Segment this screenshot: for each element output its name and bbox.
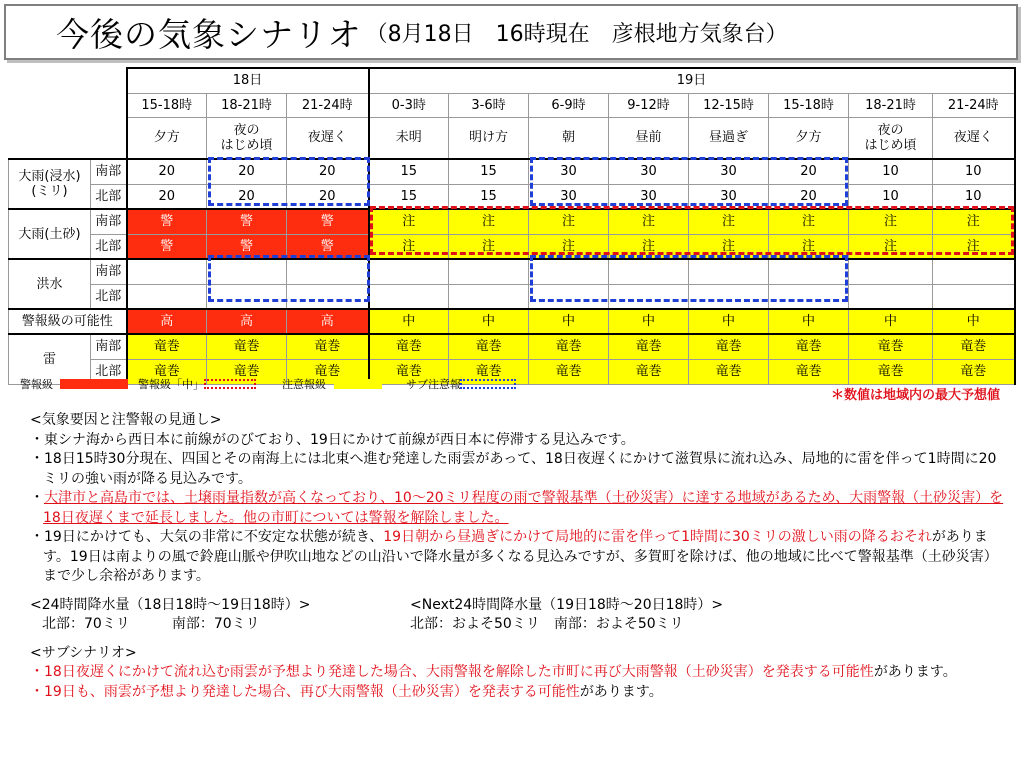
- flood-cell: [207, 284, 287, 309]
- sediment-level: 注: [529, 209, 609, 234]
- sediment-level: 注: [769, 234, 849, 259]
- rain-value: 20: [127, 159, 207, 184]
- thunder-level: 竜巻: [689, 334, 769, 359]
- sediment-level: 注: [369, 234, 449, 259]
- rain-value: 30: [529, 159, 609, 184]
- sediment-level: 警: [127, 234, 207, 259]
- table-corner: [9, 68, 127, 159]
- bullet-item: [30, 683, 1005, 703]
- flood-cell: [449, 284, 529, 309]
- section-heading: <気象要因と注警報の見通し>: [30, 412, 222, 428]
- rain-value: 20: [207, 184, 287, 209]
- period-header: 夜遅く: [287, 117, 369, 159]
- rain-value: 20: [769, 159, 849, 184]
- rain-value: 10: [849, 184, 933, 209]
- possibility-level: 中: [369, 309, 449, 334]
- rain-value: 10: [933, 159, 1015, 184]
- sediment-level: 注: [689, 234, 769, 259]
- thunder-level: 竜巻: [449, 334, 529, 359]
- thunder-level: 竜巻: [287, 359, 369, 384]
- flood-cell: [933, 259, 1015, 284]
- bullet-red-text: 19日朝から昼過ぎにかけて局地的に雷を伴って1時間に30ミリの激しい雨の降るおそれ: [383, 529, 932, 545]
- rain-value: 30: [609, 159, 689, 184]
- time-header: 18-21時: [207, 93, 287, 117]
- thunder-level: 竜巻: [849, 334, 933, 359]
- thunder-level: 竜巻: [287, 334, 369, 359]
- sediment-level: 警: [207, 209, 287, 234]
- sediment-level: 注: [449, 209, 529, 234]
- possibility-level: 中: [933, 309, 1015, 334]
- time-header: 6-9時: [529, 93, 609, 117]
- rain-group-label: 大雨(浸水) (ミリ): [9, 159, 91, 209]
- day-header: 19日: [369, 68, 1015, 93]
- rain-value: 10: [849, 159, 933, 184]
- bullet-item: [30, 663, 1005, 683]
- thunder-level: 竜巻: [529, 359, 609, 384]
- flood-cell: [609, 284, 689, 309]
- time-header: 9-12時: [609, 93, 689, 117]
- rain-value: 30: [609, 184, 689, 209]
- sediment-level: 警: [287, 234, 369, 259]
- rain-north-row: [9, 184, 1015, 209]
- forecast-table: [8, 67, 1016, 385]
- time-header: 0-3時: [369, 93, 449, 117]
- period-header: 夜遅く: [933, 117, 1015, 159]
- rain-value: 15: [449, 159, 529, 184]
- rain-value: 30: [529, 184, 609, 209]
- thunder-level: 竜巻: [127, 334, 207, 359]
- sediment-level: 警: [207, 234, 287, 259]
- region-label: 北部: [91, 184, 127, 209]
- time-header: 21-24時: [933, 93, 1015, 117]
- legend-warning-mid-swatch: [204, 379, 256, 389]
- flood-cell: [849, 284, 933, 309]
- thunder-level: 竜巻: [609, 359, 689, 384]
- flood-cell: [849, 259, 933, 284]
- sediment-level: 注: [933, 234, 1015, 259]
- forecast-table-wrap: [8, 67, 1014, 385]
- day-row: [9, 68, 1015, 93]
- flood-cell: [769, 259, 849, 284]
- thunder-level: 竜巻: [769, 334, 849, 359]
- rain-value: 15: [369, 159, 449, 184]
- flood-cell: [287, 284, 369, 309]
- possibility-level: 中: [689, 309, 769, 334]
- flood-cell: [369, 259, 449, 284]
- possibility-level: 中: [529, 309, 609, 334]
- possibility-level: 中: [849, 309, 933, 334]
- period-row: [9, 117, 1015, 159]
- flood-cell: [287, 259, 369, 284]
- next24-values: 北部：およそ50ミリ 南部：およそ50ミリ: [410, 616, 684, 632]
- sediment-south-row: [9, 209, 1015, 234]
- rain-value: 20: [287, 184, 369, 209]
- possibility-level: 中: [609, 309, 689, 334]
- thunder-group-label: 雷: [9, 334, 91, 384]
- rain24-heading: <24時間降水量（18日18時～19日18時）>: [30, 596, 311, 613]
- thunder-level: 竜巻: [369, 334, 449, 359]
- section-heading: <サブシナリオ>: [30, 644, 137, 661]
- thunder-level: 竜巻: [769, 359, 849, 384]
- rain-value: 20: [287, 159, 369, 184]
- flood-north-row: [9, 284, 1015, 309]
- sediment-level: 注: [769, 209, 849, 234]
- legend-warning-label: 警報級: [20, 378, 53, 391]
- bullet-item: ・18日15時30分現在、四国とその南海上には北東へ進む発達した雨雲があって、18日夜遅くにかけて滋賀県に流れ込み、局地的に雷を伴って1時間に20ミリの強い雨が降る見込みです。: [30, 451, 997, 487]
- rain-value: 20: [769, 184, 849, 209]
- period-header: 夜の はじめ頃: [849, 117, 933, 159]
- sediment-level: 注: [849, 234, 933, 259]
- time-header: 12-15時: [689, 93, 769, 117]
- bullet-mark: ・: [30, 664, 44, 680]
- sediment-level: 警: [287, 209, 369, 234]
- legend-advisory-label: 注意報級: [282, 378, 326, 391]
- bullet-mark: ・: [30, 683, 44, 700]
- bullet-red-text: 19日も、雨雲が予想より発達した場合、再び大雨警報（土砂災害）を発表する可能性: [44, 683, 580, 700]
- period-header: 夕方: [769, 117, 849, 159]
- flood-group-label: 洪水: [9, 259, 91, 309]
- period-header: 夕方: [127, 117, 207, 159]
- period-header: 未明: [369, 117, 449, 159]
- legend-sub-advisory-label: サブ注意報: [406, 378, 461, 391]
- bullet-text: があります。: [579, 683, 663, 700]
- period-header: 夜の はじめ頃: [207, 117, 287, 159]
- thunder-level: 竜巻: [369, 359, 449, 384]
- sediment-north-row: [9, 234, 1015, 259]
- rain-value: 10: [933, 184, 1015, 209]
- region-label: 北部: [91, 284, 127, 309]
- explanation-text: [30, 411, 1005, 702]
- page-subtitle: （8月18日 16時現在 彦根地方気象台）: [365, 21, 788, 47]
- rainfall-totals: [30, 596, 1005, 635]
- thunder-level: 竜巻: [609, 334, 689, 359]
- rain-south-row: [9, 159, 1015, 184]
- possibility-row: [9, 309, 1015, 334]
- sediment-level: 注: [849, 209, 933, 234]
- thunder-level: 竜巻: [689, 359, 769, 384]
- possibility-level: 中: [769, 309, 849, 334]
- sediment-level: 注: [449, 234, 529, 259]
- region-label: 南部: [91, 159, 127, 184]
- thunder-level: 竜巻: [127, 359, 207, 384]
- bullet-text: があります。: [873, 664, 957, 680]
- next24-heading: <Next24時間降水量（19日18時～20日18時）>: [410, 596, 724, 613]
- bullet-red-text: 大津市と高島市では、土壌雨量指数が高くなっており、10～20ミリ程度の雨で警報基準（土砂災害）に達する地域があるため、大雨警報（土砂災害）を18日夜遅くまで延長しました。他の市町については警報を解除しました。: [43, 490, 1004, 526]
- possibility-level: 高: [287, 309, 369, 334]
- bullet-red-text: 18日夜遅くにかけて流れ込む雨雲が予想より発達した場合、大雨警報を解除した市町に再び大雨警報（土砂災害）を発表する可能性: [44, 664, 874, 680]
- rain24-values: 北部：70ミリ 南部：70ミリ: [42, 616, 260, 632]
- bullet-item: [30, 489, 1005, 528]
- time-header: 3-6時: [449, 93, 529, 117]
- bullet-item: ・東シナ海から西日本に前線がのびており、19日にかけて前線が西日本に停滞する見込みです。: [30, 431, 635, 448]
- region-label: 南部: [91, 334, 127, 359]
- flood-cell: [689, 259, 769, 284]
- thunder-level: 竜巻: [207, 334, 287, 359]
- flood-cell: [529, 259, 609, 284]
- time-header: 15-18時: [127, 93, 207, 117]
- title-box: [4, 4, 1018, 60]
- time-header: 18-21時: [849, 93, 933, 117]
- time-header: 15-18時: [769, 93, 849, 117]
- rain-value: 15: [449, 184, 529, 209]
- legend-advisory-swatch: [334, 379, 382, 389]
- thunder-level: 竜巻: [207, 359, 287, 384]
- thunder-level: 竜巻: [933, 334, 1015, 359]
- flood-cell: [609, 259, 689, 284]
- bullet-text: ・19日にかけても、大気の非常に不安定な状態が続き、: [30, 529, 384, 545]
- possibility-level: 中: [449, 309, 529, 334]
- thunder-level: 竜巻: [529, 334, 609, 359]
- sediment-level: 注: [529, 234, 609, 259]
- sediment-level: 注: [609, 209, 689, 234]
- rain-value: 30: [689, 159, 769, 184]
- legend-warning-mid-label: 警報級「中」: [138, 378, 204, 391]
- flood-cell: [127, 284, 207, 309]
- bullet-mark: ・: [30, 490, 44, 506]
- flood-cell: [127, 259, 207, 284]
- period-header: 明け方: [449, 117, 529, 159]
- thunder-south-row: [9, 334, 1015, 359]
- sediment-level: 注: [933, 209, 1015, 234]
- period-header: 朝: [529, 117, 609, 159]
- possibility-level: 高: [207, 309, 287, 334]
- day-header: 18日: [127, 68, 369, 93]
- max-value-note: ＊数値は地域内の最大予想値: [830, 388, 1000, 403]
- page-title: 今後の気象シナリオ: [56, 14, 362, 54]
- flood-cell: [449, 259, 529, 284]
- flood-cell: [933, 284, 1015, 309]
- rain-value: 20: [127, 184, 207, 209]
- region-label: 南部: [91, 209, 127, 234]
- sediment-level: 注: [369, 209, 449, 234]
- thunder-level: 竜巻: [849, 359, 933, 384]
- time-row: [9, 93, 1015, 117]
- rain-value: 15: [369, 184, 449, 209]
- flood-cell: [689, 284, 769, 309]
- sediment-group-label: 大雨(土砂): [9, 209, 91, 259]
- thunder-level: 竜巻: [449, 359, 529, 384]
- flood-cell: [769, 284, 849, 309]
- bullet-item: [30, 528, 1005, 587]
- sediment-level: 警: [127, 209, 207, 234]
- region-label: 南部: [91, 259, 127, 284]
- possibility-label: 警報級の可能性: [9, 309, 127, 334]
- period-header: 昼過ぎ: [689, 117, 769, 159]
- region-label: 北部: [91, 234, 127, 259]
- sediment-level: 注: [689, 209, 769, 234]
- flood-south-row: [9, 259, 1015, 284]
- possibility-level: 高: [127, 309, 207, 334]
- rain-value: 30: [689, 184, 769, 209]
- period-header: 昼前: [609, 117, 689, 159]
- sediment-level: 注: [609, 234, 689, 259]
- thunder-level: 竜巻: [933, 359, 1015, 384]
- flood-cell: [529, 284, 609, 309]
- flood-cell: [207, 259, 287, 284]
- rain-value: 20: [207, 159, 287, 184]
- legend-warning-swatch: [60, 379, 128, 389]
- flood-cell: [369, 284, 449, 309]
- bullet-text: があります。19日は南よりの風で鈴鹿山脈や伊吹山地などの山沿いで降水量が多くなる見込みですが、多賀町を除けば、他の地域に比べて警報基準（土砂災害）まで少し余裕があります。: [43, 529, 998, 584]
- time-header: 21-24時: [287, 93, 369, 117]
- legend-sub-advisory-swatch: [460, 379, 516, 389]
- region-label: 北部: [91, 359, 127, 384]
